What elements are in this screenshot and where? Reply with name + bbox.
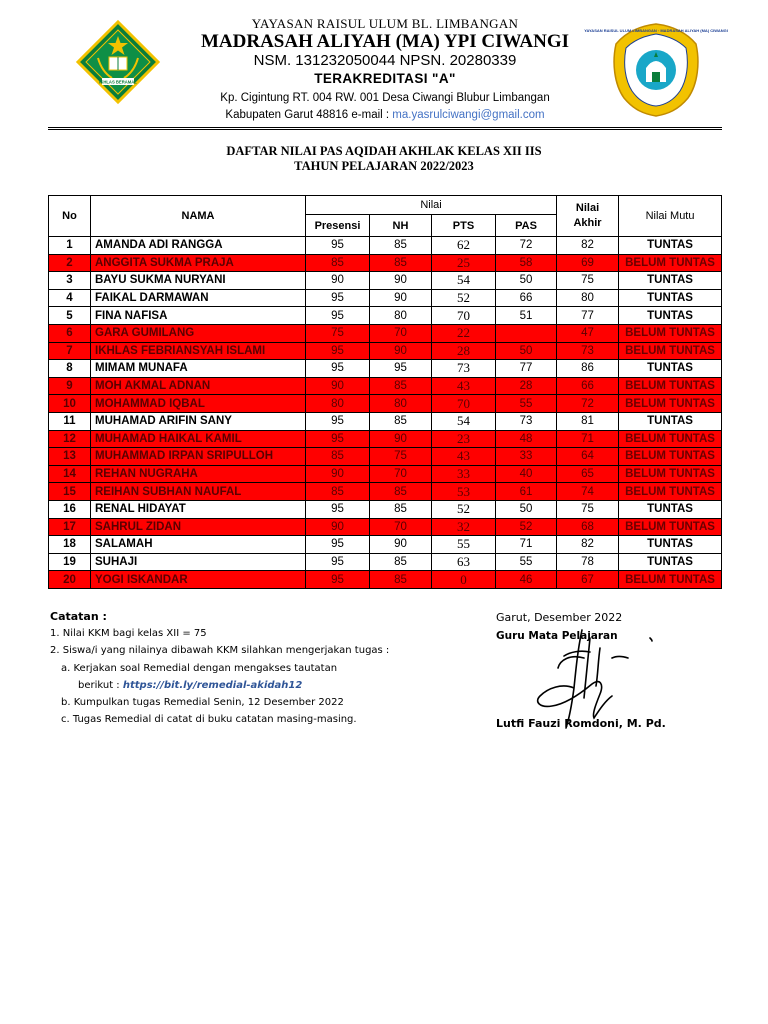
cell-nilai-akhir: 82	[557, 237, 619, 255]
note-remedial-link-line	[50, 677, 470, 694]
header-presensi: Presensi	[306, 215, 370, 237]
cell-nama: REIHAN SUBHAN NAUFAL	[91, 483, 306, 501]
cell-presensi: 95	[306, 342, 370, 360]
school-name: MADRASAH ALIYAH (MA) YPI CIWANGI	[200, 31, 570, 52]
notes	[50, 608, 470, 728]
logo-left-caption: IKHLAS BERAMAL	[99, 79, 137, 85]
cell-nama: AMANDA ADI RANGGA	[91, 237, 306, 255]
district: Kabupaten Garut 48816 e-mail :	[225, 109, 390, 121]
cell-pas: 61	[496, 483, 557, 501]
cell-nh: 90	[370, 430, 432, 448]
cell-pas: 33	[496, 448, 557, 466]
cell-nama: MUHAMAD ARIFIN SANY	[91, 412, 306, 430]
cell-pts: 70	[432, 307, 496, 325]
cell-presensi: 95	[306, 289, 370, 307]
cell-nama: SUHAJI	[91, 553, 306, 571]
note-remedial-a: a. Kerjakan soal Remedial dengan mengakses tautatan	[61, 662, 338, 674]
foundation-name: YAYASAN RAISUL ULUM BL. LIMBANGAN	[251, 16, 519, 31]
cell-pts: 43	[432, 448, 496, 466]
cell-presensi: 85	[306, 254, 370, 272]
grades-table	[48, 195, 722, 589]
cell-pas: 50	[496, 342, 557, 360]
signature-block	[496, 608, 716, 730]
cell-pas: 55	[496, 553, 557, 571]
grades-table-body	[49, 237, 722, 589]
cell-no: 13	[49, 448, 91, 466]
cell-presensi: 80	[306, 395, 370, 413]
cell-nilai-mutu: TUNTAS	[619, 272, 722, 290]
cell-no: 14	[49, 465, 91, 483]
header-no: No	[49, 196, 91, 237]
cell-nilai-akhir: 74	[557, 483, 619, 501]
cell-no: 8	[49, 360, 91, 378]
cell-nama: MUHAMMAD IRPAN SRIPULLOH	[91, 448, 306, 466]
logo-right-caption: YAYASAN RAISUL ULUM LIMBANGAN · MADRASAH ALIYAH (MA) CIWANGI	[584, 28, 728, 33]
cell-pas	[496, 324, 557, 342]
cell-nilai-akhir: 77	[557, 307, 619, 325]
cell-nilai-akhir: 71	[557, 430, 619, 448]
cell-pts: 33	[432, 465, 496, 483]
cell-nama: GARA GUMILANG	[91, 324, 306, 342]
header-nama: NAMA	[91, 196, 306, 237]
header-nilai-akhir-line2: Akhir	[573, 217, 602, 229]
cell-pts: 54	[432, 272, 496, 290]
document-title	[0, 144, 768, 174]
cell-nilai-mutu: BELUM TUNTAS	[619, 571, 722, 589]
cell-nama: FINA NAFISA	[91, 307, 306, 325]
cell-nilai-mutu: BELUM TUNTAS	[619, 430, 722, 448]
cell-pts: 22	[432, 324, 496, 342]
cell-pas: 71	[496, 536, 557, 554]
note-remedial: 2. Siswa/i yang nilainya dibawah KKM silahkan mengerjakan tugas :	[50, 645, 390, 657]
cell-nama: MOH AKMAL ADNAN	[91, 377, 306, 395]
cell-nilai-mutu: TUNTAS	[619, 536, 722, 554]
cell-nama: SAHRUL ZIDAN	[91, 518, 306, 536]
cell-nh: 85	[370, 553, 432, 571]
remedial-link[interactable]: https://bit.ly/remedial-akidah12	[122, 679, 303, 691]
cell-nilai-mutu: TUNTAS	[619, 412, 722, 430]
cell-pts: 23	[432, 430, 496, 448]
cell-nh: 85	[370, 237, 432, 255]
cell-pas: 46	[496, 571, 557, 589]
cell-nilai-akhir: 72	[557, 395, 619, 413]
table-row	[49, 518, 722, 536]
cell-pts: 53	[432, 483, 496, 501]
cell-nama: MIMAM MUNAFA	[91, 360, 306, 378]
cell-pas: 73	[496, 412, 557, 430]
cell-nama: IKHLAS FEBRIANSYAH ISLAMI	[91, 342, 306, 360]
table-row	[49, 254, 722, 272]
header-nilai-akhir-line1: Nilai	[575, 202, 600, 214]
cell-presensi: 95	[306, 237, 370, 255]
cell-presensi: 95	[306, 307, 370, 325]
cell-nh: 85	[370, 377, 432, 395]
cell-nama: BAYU SUKMA NURYANI	[91, 272, 306, 290]
table-row	[49, 342, 722, 360]
cell-nh: 70	[370, 518, 432, 536]
cell-nilai-akhir: 69	[557, 254, 619, 272]
cell-nama: RENAL HIDAYAT	[91, 500, 306, 518]
cell-pts: 62	[432, 237, 496, 255]
email-link[interactable]: ma.yasrulciwangi@gmail.com	[392, 109, 545, 121]
cell-nilai-mutu: BELUM TUNTAS	[619, 483, 722, 501]
table-row	[49, 307, 722, 325]
cell-nama: SALAMAH	[91, 536, 306, 554]
cell-nama: FAIKAL DARMAWAN	[91, 289, 306, 307]
cell-nilai-akhir: 67	[557, 571, 619, 589]
table-row	[49, 377, 722, 395]
cell-no: 18	[49, 536, 91, 554]
cell-pas: 50	[496, 272, 557, 290]
address: Kp. Cigintung RT. 004 RW. 001 Desa Ciwangi Blubur Limbangan	[220, 92, 550, 104]
cell-pts: 73	[432, 360, 496, 378]
note-remedial-c: c. Tugas Remedial di catat di buku catatan masing-masing.	[61, 714, 357, 726]
cell-nilai-akhir: 75	[557, 272, 619, 290]
cell-nh: 75	[370, 448, 432, 466]
cell-presensi: 90	[306, 465, 370, 483]
cell-no: 20	[49, 571, 91, 589]
cell-nilai-mutu: TUNTAS	[619, 237, 722, 255]
cell-presensi: 75	[306, 324, 370, 342]
cell-nh: 95	[370, 360, 432, 378]
cell-nilai-akhir: 66	[557, 377, 619, 395]
cell-nilai-mutu: BELUM TUNTAS	[619, 395, 722, 413]
cell-nilai-akhir: 75	[557, 500, 619, 518]
link-prefix: berikut :	[78, 679, 123, 691]
cell-no: 12	[49, 430, 91, 448]
cell-no: 4	[49, 289, 91, 307]
cell-nilai-akhir: 47	[557, 324, 619, 342]
table-row	[49, 571, 722, 589]
cell-pas: 48	[496, 430, 557, 448]
cell-no: 6	[49, 324, 91, 342]
table-row	[49, 483, 722, 501]
header-nh: NH	[370, 215, 432, 237]
cell-pas: 72	[496, 237, 557, 255]
cell-nh: 70	[370, 465, 432, 483]
header-pts: PTS	[432, 215, 496, 237]
cell-nilai-akhir: 82	[557, 536, 619, 554]
table-row	[49, 412, 722, 430]
title-line-2: TAHUN PELAJARAN 2022/2023	[294, 159, 474, 173]
cell-nilai-mutu: BELUM TUNTAS	[619, 518, 722, 536]
cell-nilai-mutu: BELUM TUNTAS	[619, 254, 722, 272]
cell-nh: 85	[370, 254, 432, 272]
cell-no: 10	[49, 395, 91, 413]
cell-nilai-akhir: 64	[557, 448, 619, 466]
header-divider	[48, 127, 722, 128]
cell-pts: 25	[432, 254, 496, 272]
cell-pts: 32	[432, 518, 496, 536]
table-row	[49, 536, 722, 554]
header-nilai: Nilai	[306, 196, 557, 215]
cell-nh: 90	[370, 342, 432, 360]
cell-nama: YOGI ISKANDAR	[91, 571, 306, 589]
notes-heading: Catatan :	[50, 610, 107, 623]
cell-nh: 85	[370, 571, 432, 589]
cell-pts: 0	[432, 571, 496, 589]
cell-nilai-mutu: BELUM TUNTAS	[619, 465, 722, 483]
note-remedial-b: b. Kumpulkan tugas Remedial Senin, 12 Desember 2022	[61, 697, 344, 709]
cell-nama: ANGGITA SUKMA PRAJA	[91, 254, 306, 272]
cell-nama: REHAN NUGRAHA	[91, 465, 306, 483]
cell-nilai-mutu: BELUM TUNTAS	[619, 448, 722, 466]
cell-presensi: 90	[306, 272, 370, 290]
school-numbers: NSM. 131232050044 NPSN. 20280339	[253, 52, 517, 69]
cell-no: 5	[49, 307, 91, 325]
cell-nh: 80	[370, 395, 432, 413]
cell-pas: 40	[496, 465, 557, 483]
header-nilai-mutu: Nilai Mutu	[619, 196, 722, 237]
cell-pts: 52	[432, 500, 496, 518]
place-date: Garut, Desember 2022	[496, 611, 623, 624]
cell-nh: 80	[370, 307, 432, 325]
cell-pas: 52	[496, 518, 557, 536]
cell-nh: 90	[370, 289, 432, 307]
cell-no: 11	[49, 412, 91, 430]
table-row	[49, 289, 722, 307]
cell-pas: 77	[496, 360, 557, 378]
cell-pas: 58	[496, 254, 557, 272]
header-pas: PAS	[496, 215, 557, 237]
cell-no: 16	[49, 500, 91, 518]
cell-presensi: 85	[306, 448, 370, 466]
cell-nilai-akhir: 65	[557, 465, 619, 483]
cell-presensi: 85	[306, 483, 370, 501]
cell-pts: 28	[432, 342, 496, 360]
table-row	[49, 237, 722, 255]
header-divider-thin	[48, 129, 722, 130]
cell-presensi: 95	[306, 360, 370, 378]
cell-nilai-mutu: BELUM TUNTAS	[619, 342, 722, 360]
cell-presensi: 95	[306, 412, 370, 430]
cell-nilai-akhir: 78	[557, 553, 619, 571]
cell-no: 2	[49, 254, 91, 272]
cell-pas: 55	[496, 395, 557, 413]
cell-nilai-mutu: TUNTAS	[619, 307, 722, 325]
cell-pts: 54	[432, 412, 496, 430]
cell-no: 19	[49, 553, 91, 571]
signer-role: Guru Mata Pelajaran	[496, 630, 618, 642]
kemenag-logo	[76, 20, 160, 104]
cell-pts: 70	[432, 395, 496, 413]
cell-nh: 90	[370, 536, 432, 554]
cell-presensi: 95	[306, 536, 370, 554]
cell-nama: MOHAMMAD IQBAL	[91, 395, 306, 413]
cell-pas: 51	[496, 307, 557, 325]
cell-pas: 28	[496, 377, 557, 395]
cell-nilai-mutu: TUNTAS	[619, 289, 722, 307]
cell-presensi: 90	[306, 377, 370, 395]
cell-nilai-mutu: TUNTAS	[619, 500, 722, 518]
cell-nilai-akhir: 81	[557, 412, 619, 430]
table-row	[49, 395, 722, 413]
cell-nh: 85	[370, 500, 432, 518]
cell-no: 9	[49, 377, 91, 395]
table-row	[49, 430, 722, 448]
cell-presensi: 95	[306, 553, 370, 571]
note-kkm: 1. Nilai KKM bagi kelas XII = 75	[50, 628, 207, 640]
table-row	[49, 448, 722, 466]
title-line-1: DAFTAR NILAI PAS AQIDAH AKHLAK KELAS XII IIS	[226, 144, 542, 158]
table-row	[49, 465, 722, 483]
school-seal-logo	[584, 22, 728, 118]
signer-name: Lutfi Fauzi Romdoni, M. Pd.	[496, 717, 666, 730]
cell-nh: 85	[370, 412, 432, 430]
cell-nama: MUHAMAD HAIKAL KAMIL	[91, 430, 306, 448]
address-email-line	[160, 107, 610, 124]
cell-pas: 66	[496, 289, 557, 307]
cell-no: 7	[49, 342, 91, 360]
cell-nilai-mutu: TUNTAS	[619, 553, 722, 571]
cell-nilai-akhir: 73	[557, 342, 619, 360]
cell-presensi: 90	[306, 518, 370, 536]
table-row	[49, 272, 722, 290]
table-row	[49, 360, 722, 378]
cell-no: 15	[49, 483, 91, 501]
cell-no: 17	[49, 518, 91, 536]
accreditation: TERAKREDITASI "A"	[314, 71, 456, 86]
cell-pts: 55	[432, 536, 496, 554]
cell-no: 1	[49, 237, 91, 255]
cell-no: 3	[49, 272, 91, 290]
cell-nilai-mutu: BELUM TUNTAS	[619, 377, 722, 395]
cell-nilai-akhir: 68	[557, 518, 619, 536]
cell-presensi: 95	[306, 430, 370, 448]
cell-nilai-mutu: TUNTAS	[619, 360, 722, 378]
cell-pts: 52	[432, 289, 496, 307]
cell-pts: 43	[432, 377, 496, 395]
cell-pts: 63	[432, 553, 496, 571]
letterhead	[160, 16, 610, 124]
header-nilai-akhir	[557, 196, 619, 237]
cell-presensi: 95	[306, 571, 370, 589]
cell-nh: 70	[370, 324, 432, 342]
cell-nh: 85	[370, 483, 432, 501]
table-row	[49, 553, 722, 571]
cell-nilai-akhir: 80	[557, 289, 619, 307]
cell-nh: 90	[370, 272, 432, 290]
table-row	[49, 500, 722, 518]
cell-pas: 50	[496, 500, 557, 518]
cell-nilai-akhir: 86	[557, 360, 619, 378]
cell-nilai-mutu: BELUM TUNTAS	[619, 324, 722, 342]
cell-presensi: 95	[306, 500, 370, 518]
table-row	[49, 324, 722, 342]
